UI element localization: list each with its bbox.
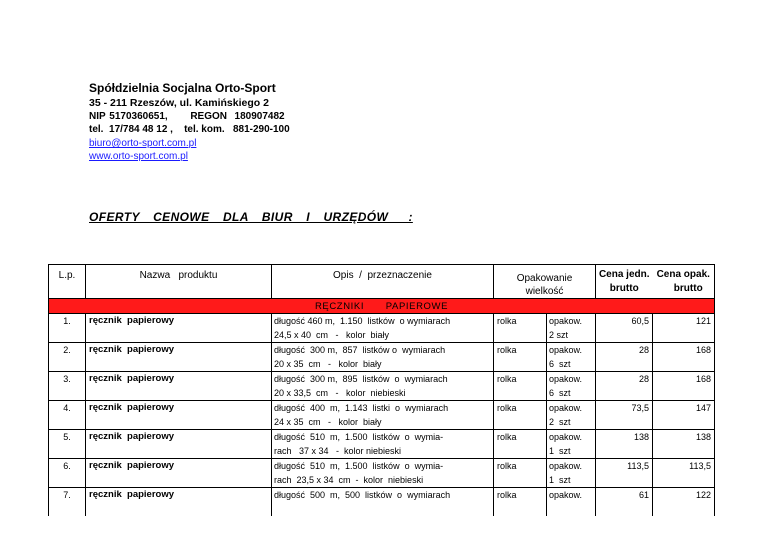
row-pack-line2: 1 szt: [547, 444, 596, 459]
row-lp: 1.: [49, 314, 86, 329]
row-unit-price: 28: [596, 372, 653, 387]
row-pack-line2: 2 szt: [547, 328, 596, 343]
row-desc-line2: 20 x 35 cm - kolor biały: [272, 357, 494, 372]
row-desc-line1: długość 500 m, 500 listków o wymiarach: [272, 488, 494, 503]
row-pack-line1: opakow.: [547, 343, 596, 358]
row-pack-line1: opakow.: [547, 488, 596, 503]
header-desc: Opis / przeznaczenie: [272, 265, 494, 299]
row-unit-price: 61: [596, 488, 653, 503]
header-unit-price: [596, 265, 653, 299]
table-header-row: [49, 265, 715, 299]
row-pack-line2: 1 szt: [547, 473, 596, 488]
row-name: ręcznik papierowy: [86, 372, 272, 387]
row-pack-line2: [547, 502, 596, 516]
row-unit-price: 138: [596, 430, 653, 445]
row-name: ręcznik papierowy: [86, 314, 272, 329]
table-row: [49, 401, 715, 416]
table-row: [49, 314, 715, 329]
header-packaging: [494, 265, 596, 299]
row-desc-line1: długość 400 m, 1.143 listki o wymiarach: [272, 401, 494, 416]
row-unit-price: 113,5: [596, 459, 653, 474]
row-lp: 4.: [49, 401, 86, 416]
row-desc-line2: 24,5 x 40 cm - kolor biały: [272, 328, 494, 343]
section-row: [49, 299, 715, 314]
row-pack-line1: opakow.: [547, 459, 596, 474]
header-packaging-line1: Opakowanie: [516, 273, 573, 284]
row-pack-price: 168: [653, 343, 715, 358]
row-lp: 7.: [49, 488, 86, 503]
table-row: [49, 430, 715, 445]
row-name: ręcznik papierowy: [86, 430, 272, 445]
row-pack-line2: 2 szt: [547, 415, 596, 430]
row-pack-price: 122: [653, 488, 715, 503]
company-name: Spółdzielnia Socjalna Orto-Sport: [89, 81, 276, 95]
phone-numbers: tel. 17/784 48 12 , tel. kom. 881-290-100: [89, 124, 290, 135]
table-row-continuation: [49, 473, 715, 488]
table-row: [49, 343, 715, 358]
row-desc-line2: 20 x 33,5 cm - kolor niebieski: [272, 386, 494, 401]
row-desc-line2: [272, 502, 494, 516]
table-row-continuation: [49, 415, 715, 430]
row-unit-price: 28: [596, 343, 653, 358]
row-pack-price: 147: [653, 401, 715, 416]
header-packaging-line2: wielkość: [525, 286, 564, 297]
table-row-continuation: [49, 444, 715, 459]
nip-regon: NIP 5170360651, REGON 180907482: [89, 111, 285, 122]
row-desc-line1: długość 300 m, 895 listków o wymiarach: [272, 372, 494, 387]
row-lp: 5.: [49, 430, 86, 445]
header-pack-price-line1: Cena opak.: [656, 269, 710, 280]
row-desc-line1: długość 460 m, 1.150 listków o wymiarach: [272, 314, 494, 329]
row-unit-price: 60,5: [596, 314, 653, 329]
row-name: ręcznik papierowy: [86, 488, 272, 503]
header-unit-price-line1: Cena jedn.: [598, 269, 650, 280]
row-lp: 2.: [49, 343, 86, 358]
row-lp: 6.: [49, 459, 86, 474]
row-pack-line1: opakow.: [547, 430, 596, 445]
row-unit: rolka: [494, 459, 547, 474]
row-unit-price: 73,5: [596, 401, 653, 416]
row-unit: rolka: [494, 401, 547, 416]
row-desc-line2: rach 23,5 x 34 cm - kolor niebieski: [272, 473, 494, 488]
table-row: [49, 488, 715, 503]
header-name: Nazwa produktu: [86, 265, 272, 299]
offer-title: OFERTY CENOWE DLA BIUR I URZĘDÓW :: [89, 210, 413, 224]
website-link[interactable]: www.orto-sport.com.pl: [89, 151, 188, 162]
row-pack-line1: opakow.: [547, 372, 596, 387]
section-title: RĘCZNIKI PAPIEROWE: [49, 299, 715, 314]
row-name: ręcznik papierowy: [86, 343, 272, 358]
row-pack-price: 168: [653, 372, 715, 387]
row-pack-price: 138: [653, 430, 715, 445]
price-table: [48, 264, 715, 516]
row-unit: rolka: [494, 343, 547, 358]
table-row-continuation: [49, 328, 715, 343]
table-row-continuation: [49, 386, 715, 401]
row-desc-line1: długość 510 m, 1.500 listków o wymia-: [272, 430, 494, 445]
row-pack-line2: 6 szt: [547, 386, 596, 401]
row-unit: rolka: [494, 430, 547, 445]
email-link[interactable]: biuro@orto-sport.com.pl: [89, 138, 197, 149]
header-pack-price: [653, 265, 715, 299]
table-row: [49, 459, 715, 474]
header-lp: L.p.: [49, 265, 86, 299]
table-row: [49, 372, 715, 387]
row-pack-line2: 6 szt: [547, 357, 596, 372]
company-address: 35 - 211 Rzeszów, ul. Kamińskiego 2: [89, 97, 269, 109]
row-desc-line2: rach 37 x 34 - kolor niebieski: [272, 444, 494, 459]
row-unit: rolka: [494, 372, 547, 387]
row-pack-line1: opakow.: [547, 314, 596, 329]
row-pack-price: 113,5: [653, 459, 715, 474]
header-unit-price-line2: brutto: [609, 283, 639, 294]
row-name: ręcznik papierowy: [86, 459, 272, 474]
row-unit: rolka: [494, 488, 547, 503]
row-pack-price: 121: [653, 314, 715, 329]
table-row-continuation: [49, 357, 715, 372]
row-lp: 3.: [49, 372, 86, 387]
row-desc-line1: długość 510 m, 1.500 listków o wymia-: [272, 459, 494, 474]
header-pack-price-line2: brutto: [673, 283, 703, 294]
row-unit: rolka: [494, 314, 547, 329]
row-name: ręcznik papierowy: [86, 401, 272, 416]
table-row-continuation: [49, 502, 715, 516]
row-desc-line2: 24 x 35 cm - kolor biały: [272, 415, 494, 430]
row-pack-line1: opakow.: [547, 401, 596, 416]
row-desc-line1: długość 300 m, 857 listków o wymiarach: [272, 343, 494, 358]
